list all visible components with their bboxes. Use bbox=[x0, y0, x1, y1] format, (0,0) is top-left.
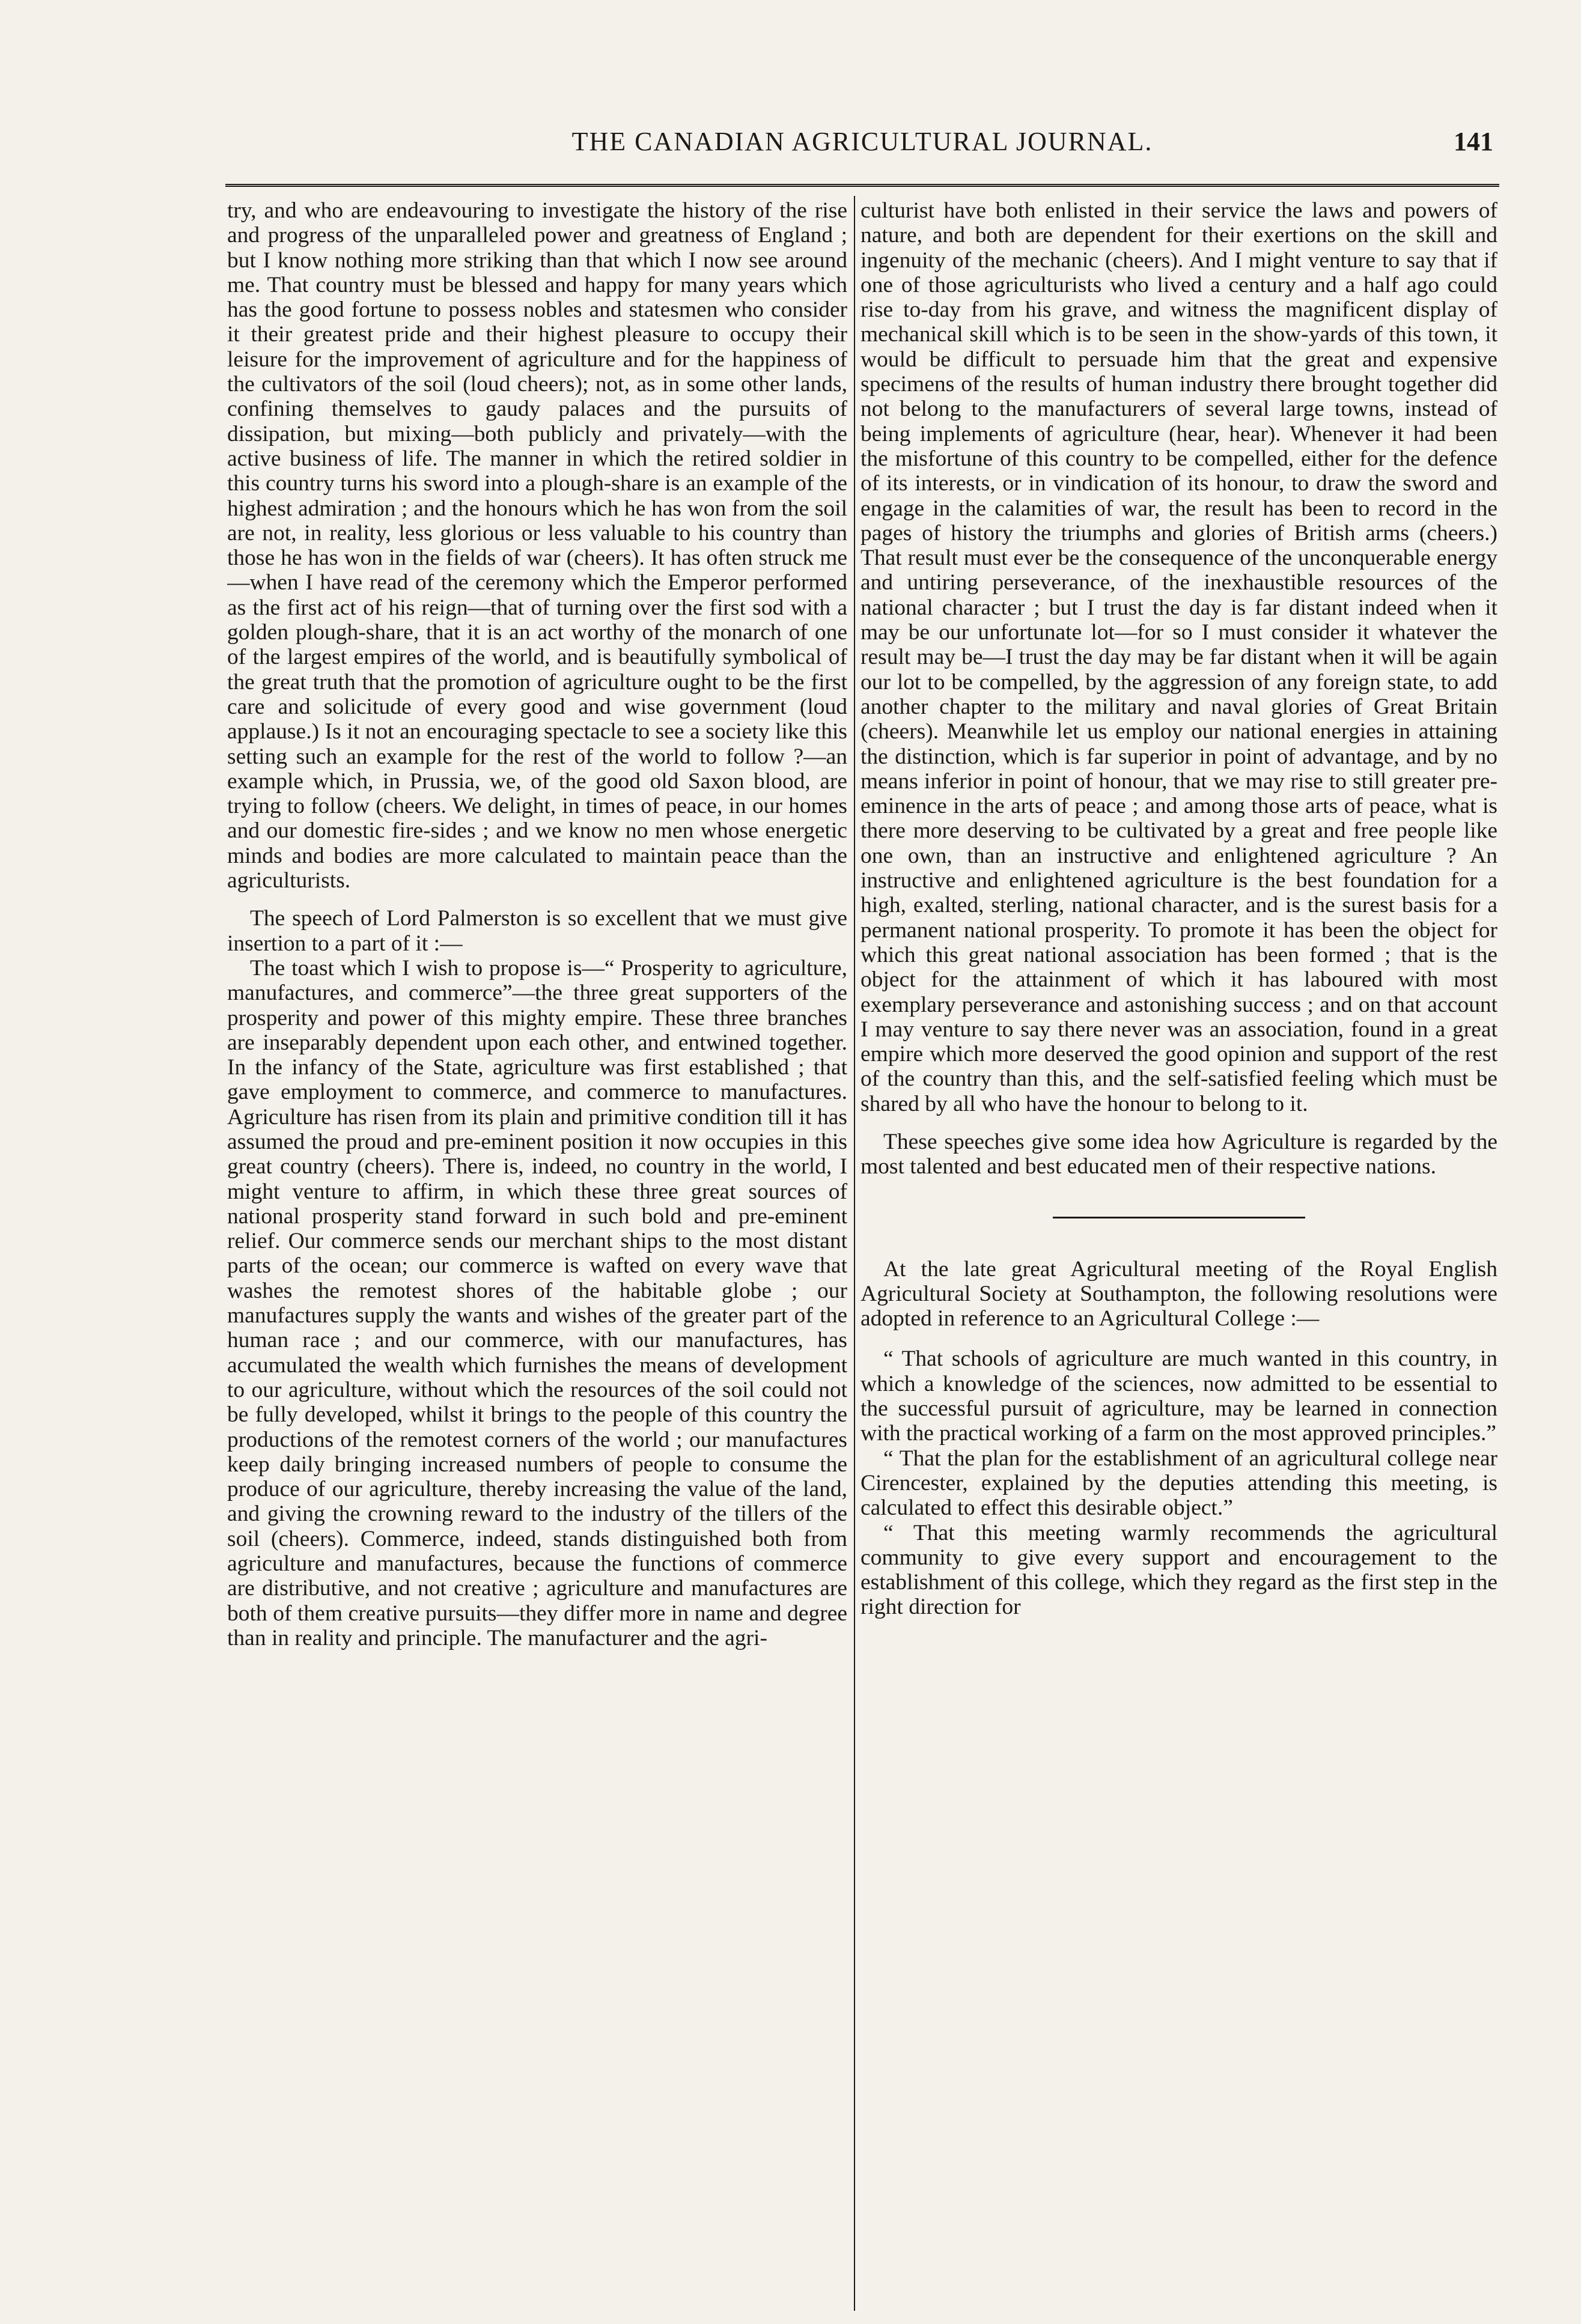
paragraph-speech-continued: culturist have both enlisted in their service the laws and powers of nature, and both are dependent for their exertions on the skill and ingenuity of the mechanic (cheers). And I might venture to say that if one of those agriculturists who lived a century and a half ago could rise to-day from his grave, and witness the magnificent display of mechanical skill which is to be seen in the show-yards of this town, it would be difficult to persuade him that the great and expensive specimens of the results of human industry there brought together did not belong to the manufacturers of several large towns, instead of being implements of agriculture (hear, hear). Whenever it had been the misfortune of this country to be compelled, either for the defence of its interests, or in vindication of its honour, to draw the sword and engage in the calamities of war, the result has been to record in the pages of history the triumphs and glories of British arms (cheers.) That result must ever be the consequence of the unconquerable energy and untiring perseverance, of the inexhaustible resources of the national character ; but I trust the day is far distant indeed when it may be our unfortunate lot—for so I must consider it whatever the result may be—I trust the day may be far distant when it will be again our lot to be compelled, by the aggression of any foreign state, to add another chapter to the military and naval glories of Great Britain (cheers). Meanwhile let us employ our national energies in attaining the distinction, which is far superior in point of advantage, and by no means inferior in point of honour, that we may rise to still greater pre-eminence in the arts of peace ; and among those arts of peace, what is there more deserving to be cultivated by a great and free people like one own, than an instructive and enlightened agriculture ? An instructive and enlightened agriculture is the best foundation for a high, exalted, sterling, national character, and is the surest basis for a permanent national prosperity. To promote it has been the object for which this great national association has been formed ; that is the object for the attainment of which it has laboured with most exemplary perseverance and astonishing success ; and on that account I may venture to say there never was an association, found in a great empire which more deserved the good opinion and support of the rest of the country than this, and the self-satisfied feeling which must be shared by all who have the honour to belong to it. bbox=[861, 198, 1497, 1116]
journal-title: THE CANADIAN AGRICULTURAL JOURNAL. bbox=[571, 127, 1153, 156]
section-separator bbox=[1053, 1217, 1305, 1218]
page-number: 141 bbox=[1454, 127, 1493, 156]
paragraph-palmerston-intro: The speech of Lord Palmerston is so excellent that we must give insertion to a part of it :— bbox=[227, 906, 847, 956]
right-column bbox=[861, 198, 1497, 2307]
paragraph-palmerston-speech: The toast which I wish to propose is—“ Prosperity to agriculture, manufactures, and commerce”—the three great supporters of the prosperity and power of this mighty empire. These three branches are inseparably dependent upon each other, and entwined together. In the infancy of the State, agriculture was first established ; that gave employment to commerce, and commerce to manufactures. Agriculture has risen from its plain and primitive condition till it has assumed the proud and pre-eminent position it now occupies in this great country (cheers). There is, indeed, no country in the world, I might venture to affirm, in which these three great sources of national prosperity stand forward in such bold and pre-eminent relief. Our commerce sends our merchant ships to the most distant parts of the ocean; our commerce is wafted on every wave that washes the remotest shores of the habitable globe ; our manufactures supply the wants and wishes of the greater part of the human race ; and our commerce, with our manufactures, has accumulated the wealth which furnishes the means of development to our agriculture, without which the resources of the soil could not be fully developed, whilst it brings to the people of this country the productions of the remotest corners of the world ; our manufactures keep daily bringing increased numbers of people to consume the produce of our agriculture, thereby increasing the value of the land, and giving the crowning reward to the industry of the tillers of the soil (cheers). Commerce, indeed, stands distinguished both from agriculture and manufactures, because the functions of commerce are distributive, and not creative ; agriculture and manufactures are both of them creative pursuits—they differ more in name and degree than in reality and principle. The manufacturer and the agri- bbox=[227, 955, 847, 1650]
resolution-1: “ That schools of agriculture are much wanted in this country, in which a knowledge of the sciences, now admitted to be essential to the successful pursuit of agriculture, may be learned in connection with the practical working of a farm on the most approved principles.” bbox=[861, 1346, 1497, 1446]
paragraph-commentary: These speeches give some idea how Agriculture is regarded by the most talented and best educated men of their respective nations. bbox=[861, 1129, 1497, 1179]
paragraph-southampton-meeting: At the late great Agricultural meeting of the Royal English Agricultural Society at Southampton, the following resolutions were adopted in reference to an Agricultural College :— bbox=[861, 1256, 1497, 1331]
header-rule bbox=[225, 184, 1499, 187]
left-column bbox=[227, 198, 847, 2307]
resolution-2: “ That the plan for the establishment of an agricultural college near Cirencester, explained by the deputies attending this meeting, is calculated to effect this desirable object.” bbox=[861, 1446, 1497, 1521]
column-divider bbox=[854, 196, 855, 2311]
paragraph-continued: try, and who are endeavouring to investigate the history of the rise and progress of the unparalleled power and greatness of England ; but I know nothing more striking than that which I now see around me. That country must be blessed and happy for many years which has the good fortune to possess nobles and statesmen who consider it their greatest pride and their highest pleasure to occupy their leisure for the improvement of agriculture and for the happiness of the cultivators of the soil (loud cheers); not, as in some other lands, confining themselves to gaudy palaces and the pursuits of dissipation, but mixing—both publicly and privately—with the active business of life. The manner in which the retired soldier in this country turns his sword into a plough-share is an example of the highest admiration ; and the honours which he has won from the soil are not, in reality, less glorious or less valuable to his country than those he has won in the fields of war (cheers). It has often struck me—when I have read of the ceremony which the Emperor performed as the first act of his reign—that of turning over the first sod with a golden plough-share, that it is an act worthy of the monarch of one of the largest empires of the world, and is beautifully symbolical of the great truth that the promotion of agriculture ought to be the first care and solicitude of every good and wise government (loud applause.) Is it not an encouraging spectacle to see a society like this setting such an example for the rest of the world to follow ?—an example which, in Prussia, we, of the good old Saxon blood, are trying to follow (cheers. We delight, in times of peace, in our homes and our domestic fire-sides ; and we know no men whose energetic minds and bodies are more calculated to maintain peace than the agriculturists. bbox=[227, 198, 847, 893]
running-head bbox=[225, 126, 1499, 168]
resolution-3: “ That this meeting warmly recommends the agricultural community to give every support and encouragement to the establishment of this college, which they regard as the first step in the right direction for bbox=[861, 1520, 1497, 1620]
